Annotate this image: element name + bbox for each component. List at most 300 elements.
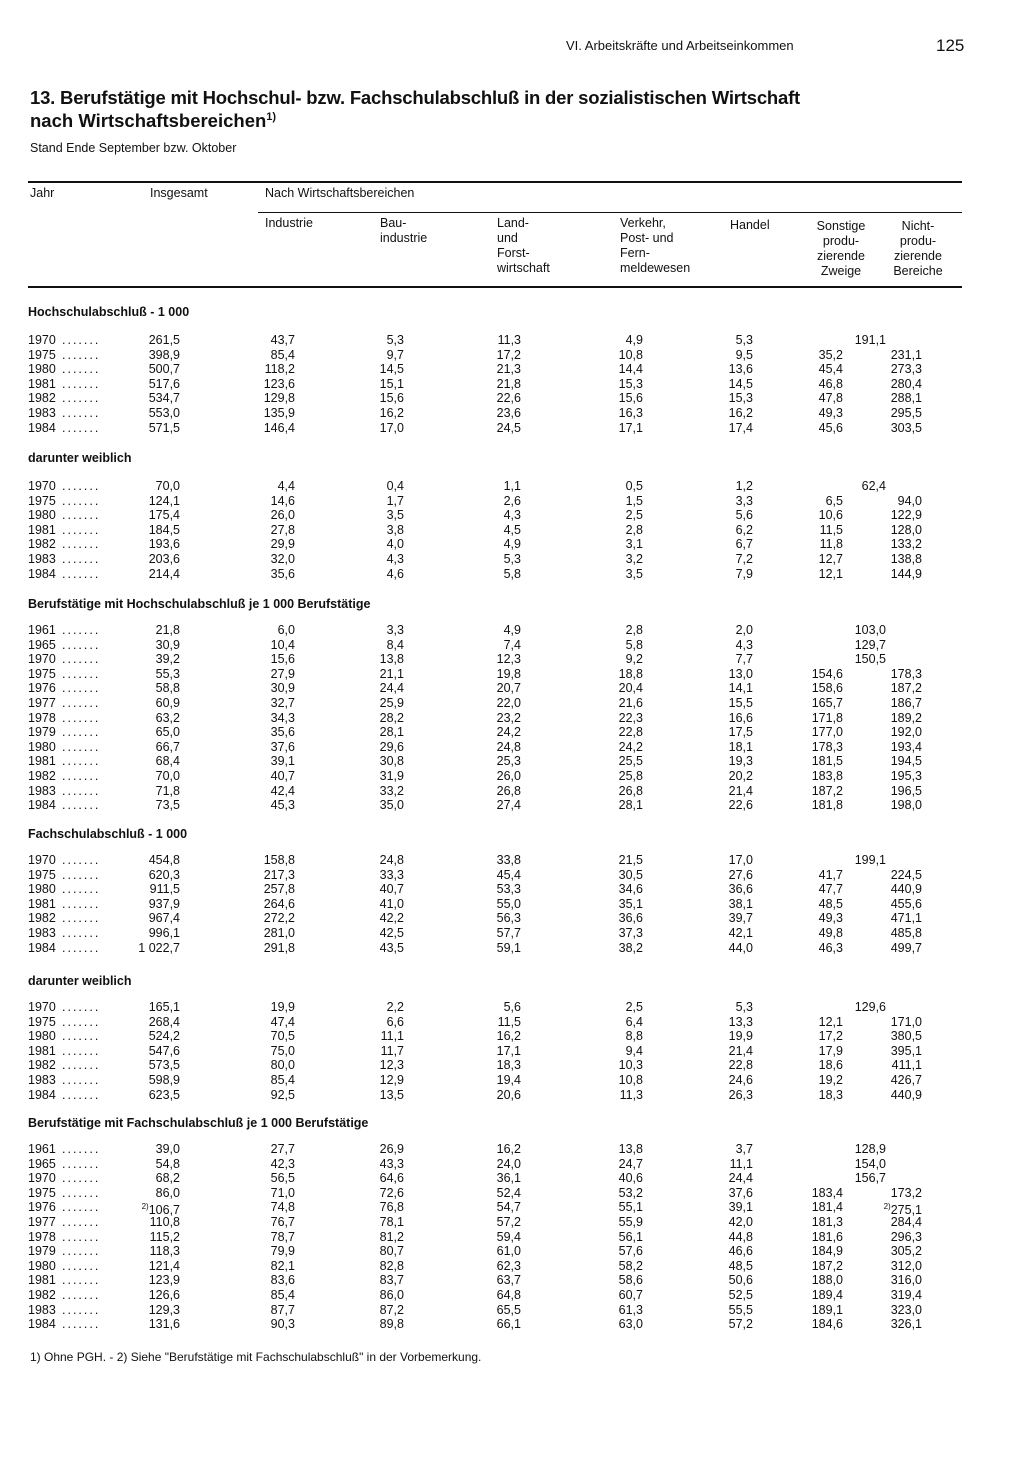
row-year: 1975 — [28, 666, 56, 681]
table-cell: 12,1 — [818, 1014, 843, 1029]
table-cell: 13,6 — [728, 362, 753, 377]
table-cell: 312,0 — [890, 1258, 922, 1273]
table-cell: 74,8 — [270, 1200, 295, 1215]
table-cell: 214,4 — [148, 566, 180, 581]
table-cell: 40,6 — [618, 1171, 643, 1186]
table-cell: 7,4 — [503, 637, 521, 652]
table-cell: 41,0 — [379, 896, 404, 911]
row-year: 1983 — [28, 1073, 56, 1087]
row-year: 1970 — [28, 1000, 56, 1014]
table-cell: 135,9 — [263, 406, 295, 420]
table-cell: 517,6 — [148, 376, 180, 391]
table-cell: 42,4 — [270, 783, 295, 798]
leader-dots: ....... — [62, 479, 101, 493]
col-header-sonstige-line: produ- — [822, 234, 860, 248]
table-cell: 35,2 — [818, 347, 843, 362]
table-cell: 17,1 — [496, 1043, 521, 1058]
leader-dots: ....... — [62, 754, 101, 769]
table-row — [0, 406, 1024, 421]
leader-dots: ....... — [62, 623, 101, 637]
leader-dots: ....... — [62, 739, 101, 754]
leader-dots: ....... — [62, 926, 101, 940]
table-cell: 30,8 — [379, 754, 404, 769]
table-cell: 45,6 — [818, 420, 843, 435]
table-cell: 6,4 — [625, 1014, 643, 1029]
col-header-industrie-line: Industrie — [265, 216, 313, 230]
table-cell: 16,2 — [379, 406, 404, 420]
table-cell: 319,4 — [890, 1288, 922, 1302]
table-cell: 25,3 — [496, 754, 521, 769]
row-year: 1970 — [28, 333, 56, 347]
table-cell: 26,0 — [270, 508, 295, 523]
leader-dots: ....... — [62, 853, 101, 867]
table-cell: 56,3 — [496, 911, 521, 926]
row-year: 1970 — [28, 853, 56, 867]
table-top-rule — [28, 181, 962, 183]
table-cell: 20,7 — [496, 681, 521, 696]
row-year: 1979 — [28, 1244, 56, 1259]
table-cell: 3,3 — [735, 493, 753, 508]
row-year: 1984 — [28, 798, 56, 813]
table-cell: 257,8 — [263, 882, 295, 897]
table-cell: 177,0 — [811, 725, 843, 740]
table-cell: 26,0 — [496, 769, 521, 783]
table-cell: 49,8 — [818, 926, 843, 940]
leader-dots: ....... — [62, 347, 101, 362]
table-cell: 1,5 — [625, 493, 643, 508]
table-cell: 16,2 — [496, 1142, 521, 1156]
leader-dots: ....... — [62, 637, 101, 652]
table-cell: 6,5 — [825, 493, 843, 508]
leader-dots: ....... — [62, 1014, 101, 1029]
table-cell: 25,9 — [379, 696, 404, 710]
table-cell: 224,5 — [890, 867, 922, 882]
table-cell: 146,4 — [263, 420, 295, 435]
col-header-group-line: Nach Wirtschaftsbereichen — [265, 186, 415, 200]
table-cell: 48,5 — [728, 1258, 753, 1273]
table-cell: 128,9 — [854, 1142, 886, 1156]
col-header-insgesamt — [150, 186, 208, 201]
table-row — [0, 1058, 1024, 1073]
table-cell: 59,4 — [496, 1229, 521, 1244]
table-cell: 996,1 — [148, 926, 180, 940]
table-cell: 36,6 — [618, 911, 643, 926]
row-year: 1975 — [28, 1185, 56, 1200]
col-header-nicht-line: produ- — [899, 234, 937, 248]
table-cell: 184,6 — [811, 1317, 843, 1332]
table-cell: 14,4 — [618, 362, 643, 377]
table-cell: 13,8 — [618, 1142, 643, 1156]
table-row — [0, 1088, 1024, 1103]
table-cell: 37,3 — [618, 926, 643, 940]
table-cell: 42,0 — [728, 1215, 753, 1229]
row-year: 1976 — [28, 681, 56, 696]
table-row — [0, 769, 1024, 784]
table-cell: 18,3 — [496, 1058, 521, 1073]
table-cell: 0,5 — [625, 479, 643, 493]
table-cell: 44,0 — [728, 940, 753, 955]
table-cell: 81,2 — [379, 1229, 404, 1244]
table-cell: 55,0 — [496, 896, 521, 911]
table-cell: 7,7 — [735, 652, 753, 667]
leader-dots: ....... — [62, 1043, 101, 1058]
table-cell: 187,2 — [890, 681, 922, 696]
table-cell: 2,2 — [386, 1000, 404, 1014]
table-cell: 37,6 — [728, 1185, 753, 1200]
table-cell: 57,7 — [496, 926, 521, 940]
table-cell: 36,6 — [728, 882, 753, 897]
table-cell: 35,6 — [270, 566, 295, 581]
table-cell: 17,5 — [728, 725, 753, 740]
table-cell: 15,3 — [728, 391, 753, 406]
row-year: 1981 — [28, 1273, 56, 1288]
table-cell: 178,3 — [890, 666, 922, 681]
table-cell: 17,4 — [728, 420, 753, 435]
row-year: 1982 — [28, 537, 56, 552]
table-cell: 129,6 — [854, 1000, 886, 1014]
table-cell: 49,3 — [818, 406, 843, 420]
table-cell: 89,8 — [379, 1317, 404, 1332]
table-cell: 5,3 — [503, 552, 521, 566]
table-cell: 534,7 — [148, 391, 180, 406]
leader-dots: ....... — [62, 376, 101, 391]
leader-dots: ....... — [62, 1087, 101, 1102]
table-cell: 123,9 — [148, 1273, 180, 1288]
table-cell: 27,4 — [496, 798, 521, 813]
table-cell: 11,1 — [729, 1156, 753, 1171]
table-cell: 19,2 — [818, 1073, 843, 1087]
table-cell: 195,3 — [890, 769, 922, 783]
table-cell: 21,1 — [379, 666, 404, 681]
table-row — [0, 868, 1024, 883]
table-cell: 33,2 — [379, 783, 404, 798]
table-cell: 6,0 — [277, 623, 295, 637]
table-cell: 82,1 — [270, 1258, 295, 1273]
leader-dots: ....... — [62, 783, 101, 798]
table-cell: 398,9 — [148, 347, 180, 362]
table-cell: 165,1 — [148, 1000, 180, 1014]
table-cell: 3,7 — [735, 1142, 753, 1156]
section-heading: darunter weiblich — [28, 451, 132, 465]
leader-dots: ....... — [62, 1200, 101, 1215]
table-cell: 183,4 — [811, 1185, 843, 1200]
table-cell: 194,5 — [890, 754, 922, 769]
table-row — [0, 1029, 1024, 1044]
table-cell: 79,9 — [270, 1244, 295, 1259]
table-cell: 11,7 — [380, 1043, 404, 1058]
leader-dots: ....... — [62, 522, 101, 537]
table-cell: 623,5 — [148, 1087, 180, 1102]
table-cell: 411,1 — [891, 1058, 922, 1073]
table-cell: 187,2 — [811, 1258, 843, 1273]
table-row — [0, 638, 1024, 653]
table-row — [0, 1186, 1024, 1201]
table-cell: 66,1 — [496, 1317, 521, 1332]
row-year: 1976 — [28, 1200, 56, 1215]
table-cell: 22,0 — [496, 696, 521, 710]
col-header-verkehr — [620, 216, 690, 276]
table-cell: 27,6 — [728, 867, 753, 882]
table-cell: 56,5 — [270, 1171, 295, 1186]
table-cell: 21,8 — [155, 623, 180, 637]
table-cell: 55,1 — [618, 1200, 643, 1215]
table-cell: 11,8 — [819, 537, 843, 552]
table-cell: 12,3 — [379, 1058, 404, 1073]
table-cell: 620,3 — [148, 867, 180, 882]
table-cell: 4,3 — [386, 552, 404, 566]
row-year: 1982 — [28, 911, 56, 926]
table-cell: 58,6 — [618, 1273, 643, 1288]
table-cell: 64,8 — [496, 1288, 521, 1302]
col-header-bau-line: Bau- — [380, 216, 407, 230]
table-cell: 186,7 — [890, 696, 922, 710]
table-cell: 5,3 — [735, 1000, 753, 1014]
table-cell: 4,9 — [503, 537, 521, 552]
table-cell: 40,7 — [270, 769, 295, 783]
table-row — [0, 696, 1024, 711]
table-cell: 288,1 — [890, 391, 922, 406]
table-cell: 24,4 — [379, 681, 404, 696]
table-cell: 52,4 — [496, 1185, 521, 1200]
col-header-sonstige-line: Sonstige — [816, 219, 866, 233]
table-cell: 80,0 — [270, 1058, 295, 1073]
table-cell: 85,4 — [270, 347, 295, 362]
section-heading: darunter weiblich — [28, 974, 132, 988]
table-cell: 138,8 — [890, 552, 922, 566]
table-cell: 12,9 — [379, 1073, 404, 1087]
table-cell: 35,6 — [270, 725, 295, 740]
table-row — [0, 362, 1024, 377]
table-cell: 14,6 — [270, 493, 295, 508]
table-cell: 10,8 — [618, 1073, 643, 1087]
table-row — [0, 725, 1024, 740]
table-cell: 192,0 — [890, 725, 922, 740]
table-cell: 178,3 — [811, 739, 843, 754]
row-year: 1981 — [28, 754, 56, 769]
table-cell: 83,6 — [270, 1273, 295, 1288]
table-row — [0, 479, 1024, 494]
table-cell: 440,9 — [890, 882, 922, 897]
table-row — [0, 1303, 1024, 1318]
table-cell: 24,7 — [618, 1156, 643, 1171]
table-cell: 17,9 — [818, 1043, 843, 1058]
leader-dots: ....... — [62, 1273, 101, 1288]
leader-dots: ....... — [62, 652, 101, 667]
col-header-sonstige-line: Zweige — [820, 264, 862, 278]
table-cell: 189,1 — [811, 1302, 843, 1317]
leader-dots: ....... — [62, 1302, 101, 1317]
row-year: 1984 — [28, 940, 56, 955]
table-cell: 110,8 — [149, 1215, 180, 1229]
leader-dots: ....... — [62, 508, 101, 523]
table-cell: 524,2 — [148, 1029, 180, 1044]
table-cell: 24,0 — [496, 1156, 521, 1171]
table-cell: 39,7 — [728, 911, 753, 926]
table-cell: 268,4 — [148, 1014, 180, 1029]
row-year: 1970 — [28, 652, 56, 667]
table-row — [0, 897, 1024, 912]
table-cell: 92,5 — [270, 1087, 295, 1102]
section-heading: Hochschulabschluß - 1 000 — [28, 305, 190, 319]
table-cell: 62,4 — [861, 479, 886, 493]
table-cell: 1,1 — [503, 479, 521, 493]
table-cell: 54,7 — [496, 1200, 521, 1215]
table-cell: 196,5 — [890, 783, 922, 798]
table-cell: 82,8 — [379, 1258, 404, 1273]
table-cell: 61,3 — [618, 1302, 643, 1317]
table-cell: 129,3 — [148, 1302, 180, 1317]
table-cell: 11,3 — [497, 333, 521, 347]
table-cell: 57,2 — [496, 1215, 521, 1229]
leader-dots: ....... — [62, 867, 101, 882]
table-row — [0, 667, 1024, 682]
col-header-verkehr-line: Fern- — [620, 246, 650, 260]
table-cell: 261,5 — [148, 333, 180, 347]
table-cell: 21,8 — [496, 376, 521, 391]
table-cell: 284,4 — [890, 1215, 922, 1229]
table-cell: 55,3 — [155, 666, 180, 681]
table-cell: 58,2 — [618, 1258, 643, 1273]
table-cell: 11,1 — [380, 1029, 404, 1044]
table-cell: 6,7 — [735, 537, 753, 552]
table-cell: 9,7 — [386, 347, 404, 362]
row-year: 1984 — [28, 420, 56, 435]
table-cell: 4,3 — [735, 637, 753, 652]
table-cell: 15,6 — [379, 391, 404, 406]
table-cell: 455,6 — [890, 896, 922, 911]
table-row — [0, 882, 1024, 897]
table-cell: 76,7 — [270, 1215, 295, 1229]
table-row — [0, 421, 1024, 436]
table-cell: 65,0 — [155, 725, 180, 740]
table-cell: 57,6 — [618, 1244, 643, 1259]
table-cell: 2,0 — [735, 623, 753, 637]
table-cell: 85,4 — [270, 1073, 295, 1087]
leader-dots: ....... — [62, 896, 101, 911]
table-cell: 70,0 — [155, 479, 180, 493]
table-cell: 71,0 — [270, 1185, 295, 1200]
table-row — [0, 1288, 1024, 1303]
table-cell: 573,5 — [148, 1058, 180, 1073]
row-year: 1981 — [28, 1043, 56, 1058]
row-year: 1961 — [28, 623, 56, 637]
table-cell: 129,7 — [854, 637, 886, 652]
table-row — [0, 1044, 1024, 1059]
table-cell: 36,1 — [496, 1171, 521, 1186]
table-cell: 60,7 — [618, 1288, 643, 1302]
row-year: 1981 — [28, 376, 56, 391]
table-cell: 553,0 — [148, 406, 180, 420]
table-cell: 24,4 — [728, 1171, 753, 1186]
col-header-handel-line: Handel — [730, 218, 770, 232]
section-heading: Berufstätige mit Hochschulabschluß je 1 000 Berufstätige — [28, 597, 371, 611]
table-cell: 231,1 — [890, 347, 922, 362]
leader-dots: ....... — [62, 1185, 101, 1200]
table-cell: 4,9 — [503, 623, 521, 637]
table-row — [0, 1273, 1024, 1288]
table-cell: 380,5 — [890, 1029, 922, 1044]
row-year: 1982 — [28, 1058, 56, 1073]
table-cell: 21,4 — [728, 1043, 753, 1058]
row-year: 1977 — [28, 696, 56, 710]
table-cell: 47,7 — [818, 882, 843, 897]
leader-dots: ....... — [62, 566, 101, 581]
table-cell: 5,3 — [386, 333, 404, 347]
table-cell: 10,6 — [818, 508, 843, 523]
row-year: 1983 — [28, 406, 56, 420]
leader-dots: ....... — [62, 1142, 101, 1156]
table-cell: 184,9 — [811, 1244, 843, 1259]
table-cell: 4,5 — [503, 522, 521, 537]
table-cell: 171,8 — [811, 710, 843, 725]
table-cell: 9,4 — [625, 1043, 643, 1058]
table-cell: 144,9 — [890, 566, 922, 581]
table-cell: 41,7 — [818, 867, 843, 882]
table-cell: 158,6 — [811, 681, 843, 696]
table-cell: 44,8 — [728, 1229, 753, 1244]
table-row — [0, 1073, 1024, 1088]
col-header-nicht-line: zierende — [894, 249, 942, 263]
leader-dots: ....... — [62, 420, 101, 435]
table-cell: 122,9 — [890, 508, 922, 523]
row-year: 1982 — [28, 391, 56, 406]
table-cell: 9,5 — [735, 347, 753, 362]
table-cell: 193,4 — [890, 739, 922, 754]
row-year: 1975 — [28, 1014, 56, 1029]
col-header-nicht — [886, 219, 950, 279]
col-header-bau-line: industrie — [380, 231, 428, 245]
table-cell: 47,8 — [818, 391, 843, 406]
table-cell: 42,3 — [270, 1156, 295, 1171]
table-cell: 39,0 — [155, 1142, 180, 1156]
table-cell: 17,0 — [728, 853, 753, 867]
col-header-bau — [380, 216, 427, 246]
table-cell: 16,6 — [728, 710, 753, 725]
table-cell: 66,7 — [155, 739, 180, 754]
table-cell: 3,8 — [386, 522, 404, 537]
table-cell: 42,2 — [379, 911, 404, 926]
table-cell: 303,5 — [890, 420, 922, 435]
table-cell: 6,6 — [386, 1014, 404, 1029]
table-cell: 471,1 — [890, 911, 922, 926]
table-cell: 22,3 — [618, 710, 643, 725]
table-cell: 17,2 — [496, 347, 521, 362]
table-row — [0, 523, 1024, 538]
table-cell: 21,3 — [496, 362, 521, 377]
table-cell: 42,1 — [728, 926, 753, 940]
table-cell: 189,2 — [890, 710, 922, 725]
col-header-land-line: und — [497, 231, 518, 245]
table-cell: 39,2 — [155, 652, 180, 667]
col-header-land — [497, 216, 550, 276]
table-cell: 86,0 — [155, 1185, 180, 1200]
table-cell: 4,0 — [386, 537, 404, 552]
table-cell: 85,4 — [270, 1288, 295, 1302]
table-cell: 26,9 — [379, 1142, 404, 1156]
col-header-verkehr-line: Post- und — [620, 231, 674, 245]
table-row — [0, 1000, 1024, 1015]
table-cell: 48,5 — [818, 896, 843, 911]
table-cell: 17,0 — [379, 420, 404, 435]
leader-dots: ....... — [62, 725, 101, 740]
table-cell: 7,2 — [735, 552, 753, 566]
table-cell: 395,1 — [890, 1043, 922, 1058]
row-year: 1965 — [28, 637, 56, 652]
row-year: 1980 — [28, 882, 56, 897]
row-year: 1983 — [28, 926, 56, 940]
table-cell: 30,5 — [618, 867, 643, 882]
table-cell: 68,2 — [155, 1171, 180, 1186]
